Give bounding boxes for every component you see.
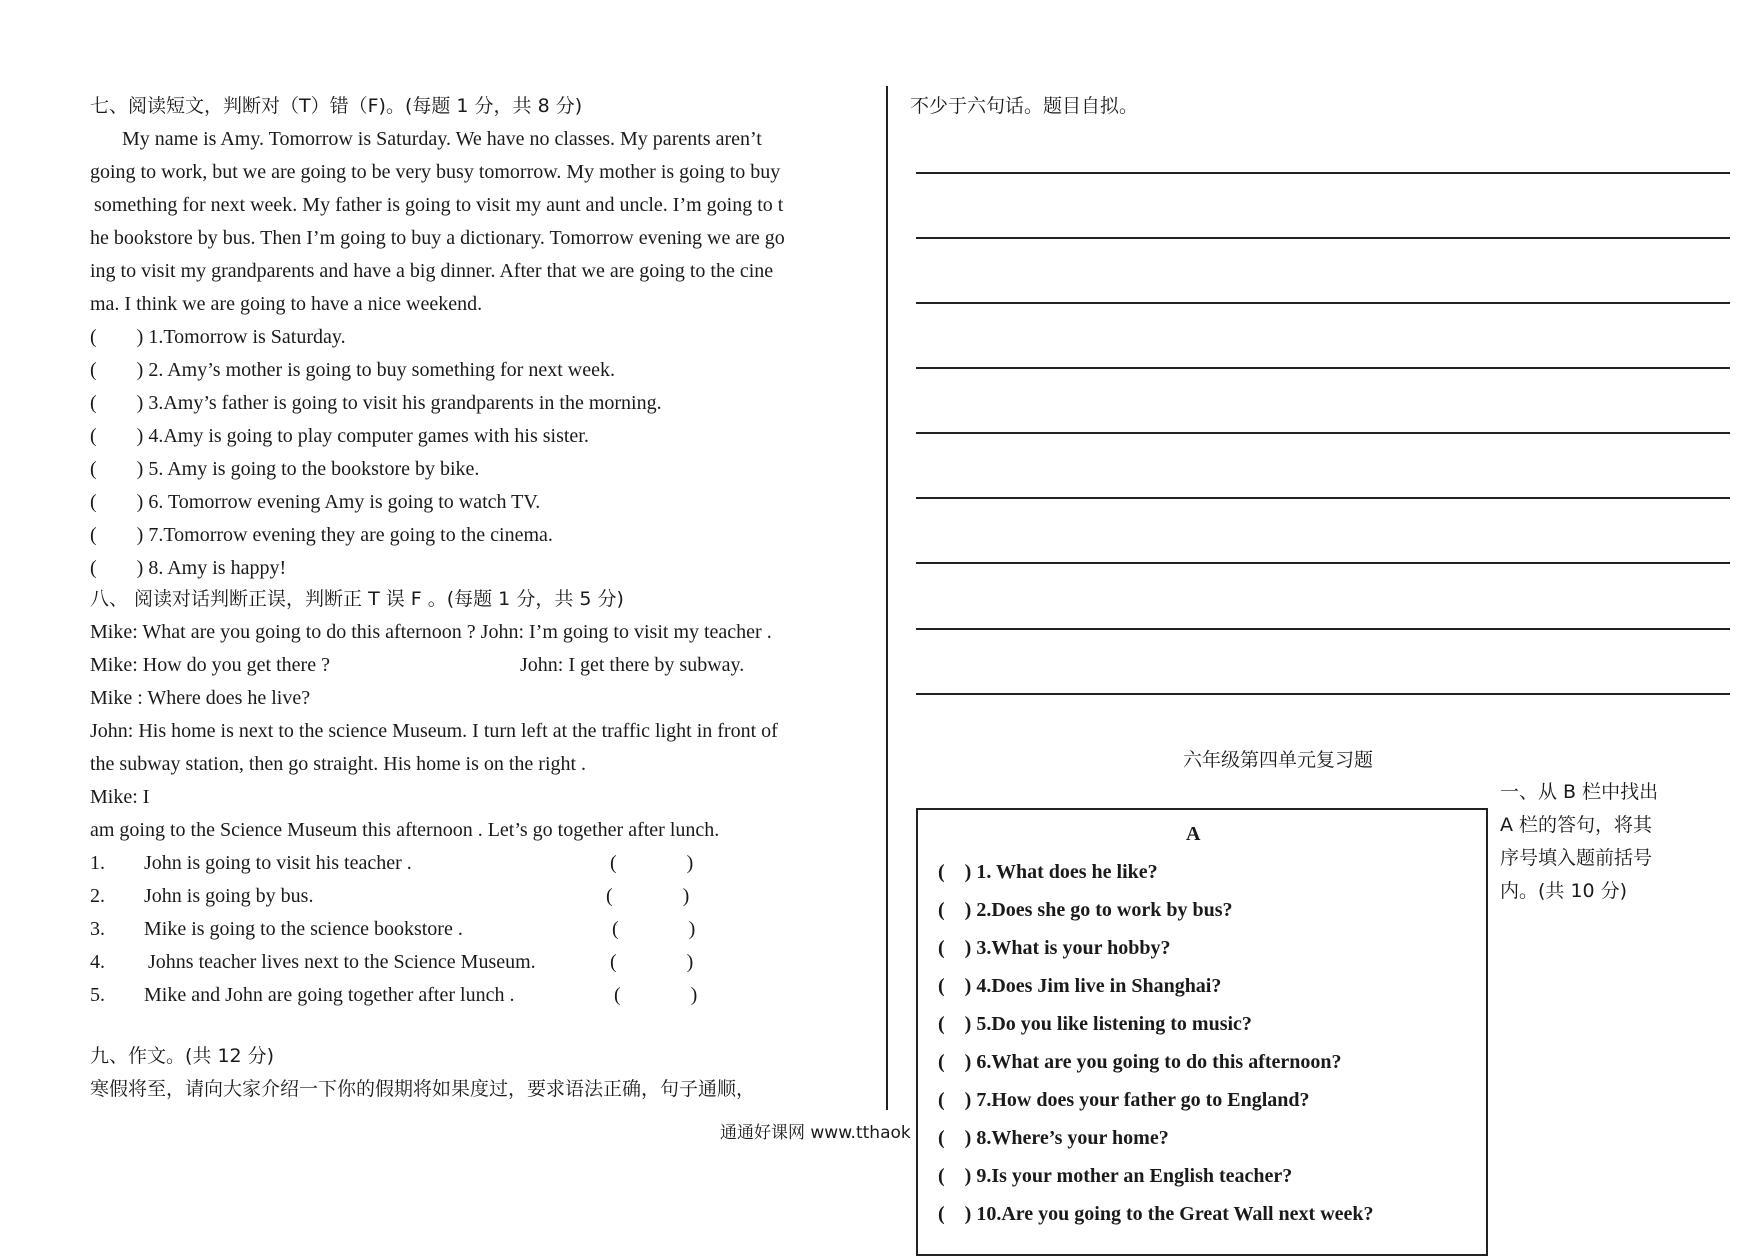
tf-item — [90, 358, 615, 382]
answer-blank[interactable]: ( ) — [938, 1013, 972, 1035]
writing-line[interactable] — [916, 172, 1730, 174]
footer-watermark: 通通好课网 www.tthaok — [720, 1123, 911, 1143]
question-text: 2.Does she go to work by bus? — [976, 899, 1233, 921]
match-question — [938, 974, 1221, 998]
answer-blank[interactable]: ( ) — [610, 951, 694, 973]
writing-line[interactable] — [916, 302, 1730, 304]
dialogue-line: John: His home is next to the science Museum. I turn left at the traffic light in front of — [90, 720, 778, 742]
answer-blank[interactable]: ( ) — [938, 975, 972, 997]
column-divider — [886, 86, 888, 1110]
dialogue-line: Mike: What are you going to do this afternoon ? John: I’m going to visit my teacher . — [90, 621, 772, 643]
question-text: 5.Do you like listening to music? — [976, 1013, 1252, 1035]
answer-blank[interactable]: ( ) — [90, 557, 144, 579]
tf-item-text: 7.Tomorrow evening they are going to the cinema. — [148, 524, 553, 546]
instruction-line: 内。(共 10 分) — [1500, 880, 1628, 902]
answer-blank[interactable]: ( ) — [610, 852, 694, 874]
dialogue-line: Mike: How do you get there ? — [90, 654, 330, 676]
dialogue-line: Mike: I — [90, 786, 150, 808]
passage-line: ma. I think we are going to have a nice weekend. — [90, 293, 483, 315]
tf-item — [90, 490, 540, 514]
answer-blank[interactable]: ( ) — [614, 984, 698, 1006]
answer-blank[interactable]: ( ) — [938, 1051, 972, 1073]
tf-item-text: 6. Tomorrow evening Amy is going to watch TV. — [148, 491, 541, 513]
judge-item-number: 3. — [90, 918, 105, 940]
column-a-label: A — [1186, 823, 1201, 845]
section-8-heading: 八、 阅读对话判断正误，判断正 T 误 F 。(每题 1 分，共 5 分) — [90, 588, 624, 610]
answer-blank[interactable]: ( ) — [938, 1203, 972, 1225]
answer-blank[interactable]: ( ) — [606, 885, 690, 907]
judge-item-number: 1. — [90, 852, 105, 874]
writing-line[interactable] — [916, 367, 1730, 369]
essay-instruction-continued: 不少于六句话。题目自拟。 — [910, 95, 1139, 117]
question-text: 9.Is your mother an English teacher? — [976, 1165, 1293, 1187]
tf-item-text: 2. Amy’s mother is going to buy something for next week. — [148, 359, 615, 381]
writing-line[interactable] — [916, 497, 1730, 499]
match-question — [938, 936, 1170, 960]
answer-blank[interactable]: ( ) — [938, 861, 972, 883]
instruction-line: 一、从 B 栏中找出 — [1500, 781, 1659, 803]
match-question — [938, 860, 1158, 884]
tf-item-text: 1.Tomorrow is Saturday. — [148, 326, 346, 348]
passage-line: something for next week. My father is going to visit my aunt and uncle. I’m going to t — [94, 194, 784, 216]
question-text: 1. What does he like? — [976, 861, 1158, 883]
judge-item-text: John is going to visit his teacher . — [144, 852, 412, 874]
passage-line: he bookstore by bus. Then I’m going to buy a dictionary. Tomorrow evening we are go — [90, 227, 785, 249]
judge-item-number: 2. — [90, 885, 105, 907]
answer-blank[interactable]: ( ) — [938, 1127, 972, 1149]
essay-instruction: 寒假将至，请向大家介绍一下你的假期将如果度过，要求语法正确，句子通顺， — [90, 1078, 756, 1100]
answer-blank[interactable]: ( ) — [90, 425, 144, 447]
match-question — [938, 1164, 1292, 1188]
match-question — [938, 898, 1232, 922]
dialogue-line: the subway station, then go straight. His home is on the right . — [90, 753, 587, 775]
passage-line: ing to visit my grandparents and have a big dinner. After that we are going to the cine — [90, 260, 774, 282]
tf-item — [90, 523, 553, 547]
answer-blank[interactable]: ( ) — [938, 1089, 972, 1111]
judge-item-text: Mike is going to the science bookstore . — [144, 918, 463, 940]
tf-item — [90, 391, 662, 415]
match-question — [938, 1126, 1169, 1150]
dialogue-line: Mike : Where does he live? — [90, 687, 311, 709]
judge-item-text: John is going by bus. — [144, 885, 314, 907]
section-9-heading: 九、作文。(共 12 分) — [90, 1045, 275, 1067]
judge-item-number: 4. — [90, 951, 105, 973]
answer-blank[interactable]: ( ) — [938, 899, 972, 921]
match-question — [938, 1012, 1252, 1036]
writing-line[interactable] — [916, 432, 1730, 434]
answer-blank[interactable]: ( ) — [938, 937, 972, 959]
answer-blank[interactable]: ( ) — [612, 918, 696, 940]
answer-blank[interactable]: ( ) — [90, 491, 144, 513]
section-7-heading: 七、阅读短文，判断对（T）错（F)。(每题 1 分，共 8 分) — [90, 95, 583, 117]
tf-item — [90, 424, 589, 448]
passage-line: going to work, but we are going to be very busy tomorrow. My mother is going to buy — [90, 161, 781, 183]
match-question — [938, 1050, 1342, 1074]
instruction-line: 序号填入题前括号 — [1500, 847, 1653, 869]
judge-item-text: Johns teacher lives next to the Science Museum. — [148, 951, 536, 973]
writing-line[interactable] — [916, 693, 1730, 695]
answer-blank[interactable]: ( ) — [90, 359, 144, 381]
question-text: 8.Where’s your home? — [976, 1127, 1169, 1149]
question-text: 3.What is your hobby? — [976, 937, 1171, 959]
match-question — [938, 1202, 1374, 1226]
answer-blank[interactable]: ( ) — [90, 326, 144, 348]
answer-blank[interactable]: ( ) — [938, 1165, 972, 1187]
answer-blank[interactable]: ( ) — [90, 458, 144, 480]
judge-item-number: 5. — [90, 984, 105, 1006]
instruction-line: A 栏的答句，将其 — [1500, 814, 1653, 836]
answer-blank[interactable]: ( ) — [90, 392, 144, 414]
tf-item — [90, 325, 346, 349]
writing-line[interactable] — [916, 562, 1730, 564]
unit4-title: 六年级第四单元复习题 — [1183, 749, 1374, 771]
tf-item — [90, 457, 479, 481]
tf-item-text: 3.Amy’s father is going to visit his grandparents in the morning. — [148, 392, 662, 414]
tf-item — [90, 556, 286, 580]
dialogue-line: John: I get there by subway. — [520, 654, 745, 676]
answer-blank[interactable]: ( ) — [90, 524, 144, 546]
tf-item-text: 5. Amy is going to the bookstore by bike. — [148, 458, 480, 480]
match-question — [938, 1088, 1310, 1112]
dialogue-line: am going to the Science Museum this afternoon . Let’s go together after lunch. — [90, 819, 720, 841]
passage-line: My name is Amy. Tomorrow is Saturday. We have no classes. My parents aren’t — [122, 128, 762, 150]
question-text: 4.Does Jim live in Shanghai? — [976, 975, 1222, 997]
tf-item-text: 8. Amy is happy! — [148, 557, 287, 579]
question-text: 7.How does your father go to England? — [976, 1089, 1310, 1111]
writing-line[interactable] — [916, 237, 1730, 239]
tf-item-text: 4.Amy is going to play computer games with his sister. — [148, 425, 589, 447]
question-text: 6.What are you going to do this afternoon? — [976, 1051, 1342, 1073]
writing-line[interactable] — [916, 628, 1730, 630]
judge-item-text: Mike and John are going together after lunch . — [144, 984, 515, 1006]
question-text: 10.Are you going to the Great Wall next week? — [976, 1203, 1374, 1225]
